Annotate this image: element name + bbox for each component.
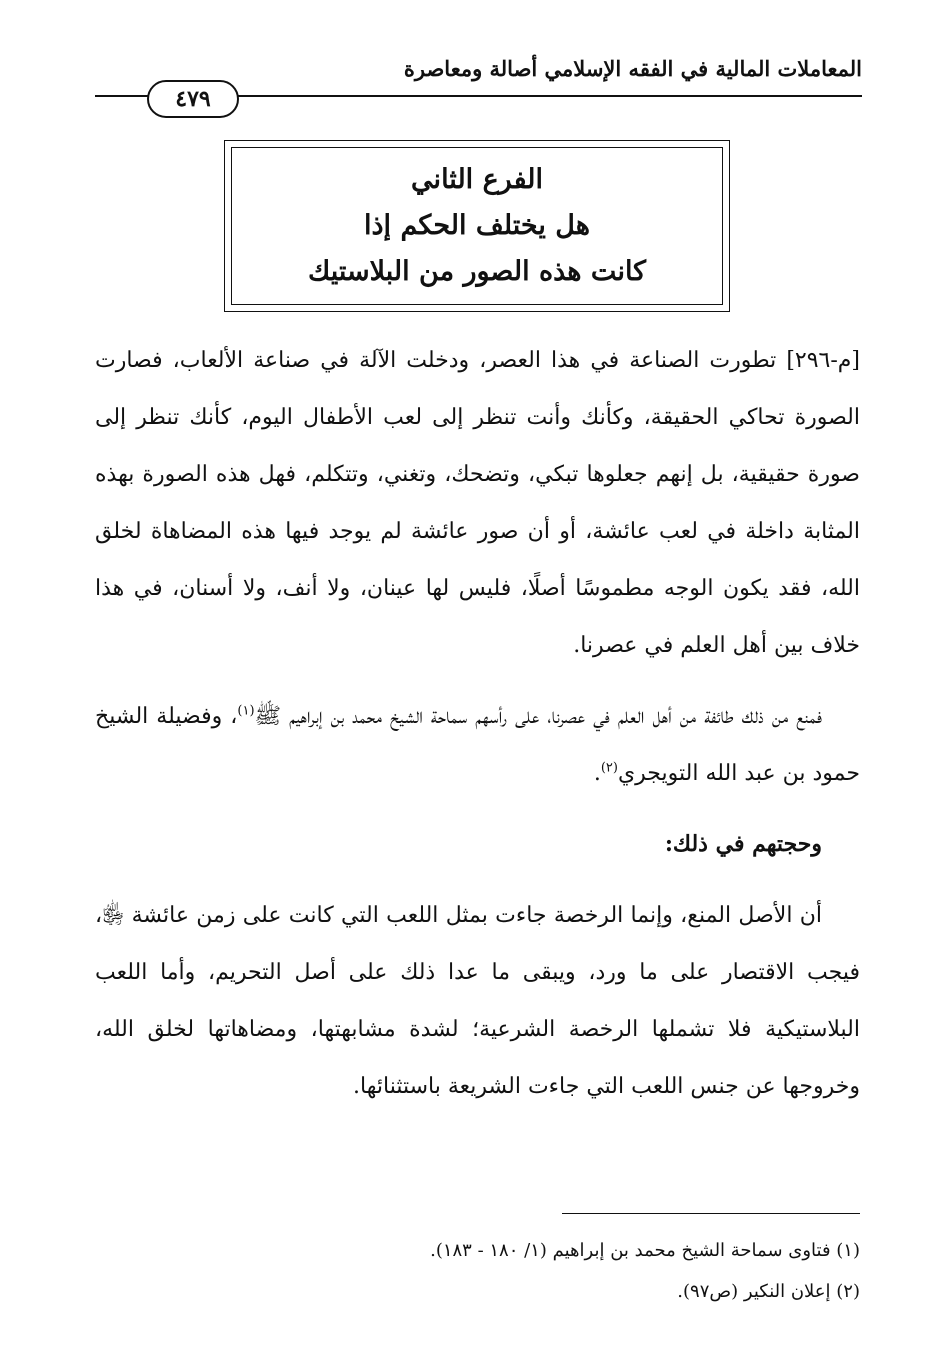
page-number: ٤٧٩ <box>147 80 239 118</box>
footnote-2: (٢) إعلان النكير (ص٩٧). <box>677 1281 860 1302</box>
paragraph-2-text-b: ، وفضيلة الشيخ حمود بن عبد الله التويجري <box>95 704 860 786</box>
paragraph-3-heading: وحجتهم في ذلك: <box>664 831 822 857</box>
section-title-line-3: كانت هذه الصور من البلاستيك <box>307 256 647 287</box>
paragraph-2-text-c: . <box>593 761 601 786</box>
section-title <box>231 147 723 305</box>
paragraph-2 <box>95 688 860 802</box>
footnote-1: (١) فتاوى سماحة الشيخ محمد بن إبراهيم (١/ ١٨٠ - ١٨٣). <box>430 1240 860 1261</box>
section-title-line-1: الفرع الثاني <box>411 164 543 195</box>
paragraph-4: أن الأصل المنع، وإنما الرخصة جاءت بمثل اللعب التي كانت على زمن عائشة ﵂، فيجب الاقتصار على ما ورد، ويبقى ما عدا ذلك على أصل التحريم، وأما اللعب البلاستيكية فلا تشملها الرخصة الشرعية؛ لشدة مشابهتها، ومضاهاتها لخلق الله، وخروجها عن جنس اللعب التي جاءت الشريعة باستثنائها. <box>95 903 860 1099</box>
footnote-rule <box>562 1213 860 1214</box>
footnote-ref-2: (٢) <box>600 760 618 776</box>
paragraph-1: [م-٢٩٦] تطورت الصناعة في هذا العصر، ودخلت الآلة في صناعة الألعاب، فصارت الصورة تحاكي الحقيقة، وكأنك وأنت تنظر إلى لعب الأطفال اليوم، كأنك تنظر إلى صورة حقيقية، بل إنهم جعلوها تبكي، وتضحك، وتغني، وتتكلم، فهل هذه الصورة بهذه المثابة داخلة في لعب عائشة، أو أن صور عائشة لم يوجد فيها هذه المضاهاة لخلق الله، فقد يكون الوجه مطموسًا أصلًا، فليس لها عينان، ولا أنف، ولا أسنان، في هذا خلاف بين أهل العلم في عصرنا. <box>95 348 860 658</box>
footnote-ref-1: (١) <box>237 703 255 719</box>
running-header: المعاملات المالية في الفقه الإسلامي أصالة ومعاصرة <box>403 56 862 81</box>
footnotes <box>95 1230 860 1312</box>
section-title-line-2: هل يختلف الحكم إذا <box>364 210 590 241</box>
section-title-box <box>224 140 730 312</box>
paragraph-2-text-a: فمنع من ذلك طائفة من أهل العلم في عصرنا، على رأسهم سماحة الشيخ محمد بن إبراهيم ﷺ <box>254 704 822 729</box>
body-text <box>95 332 860 1129</box>
